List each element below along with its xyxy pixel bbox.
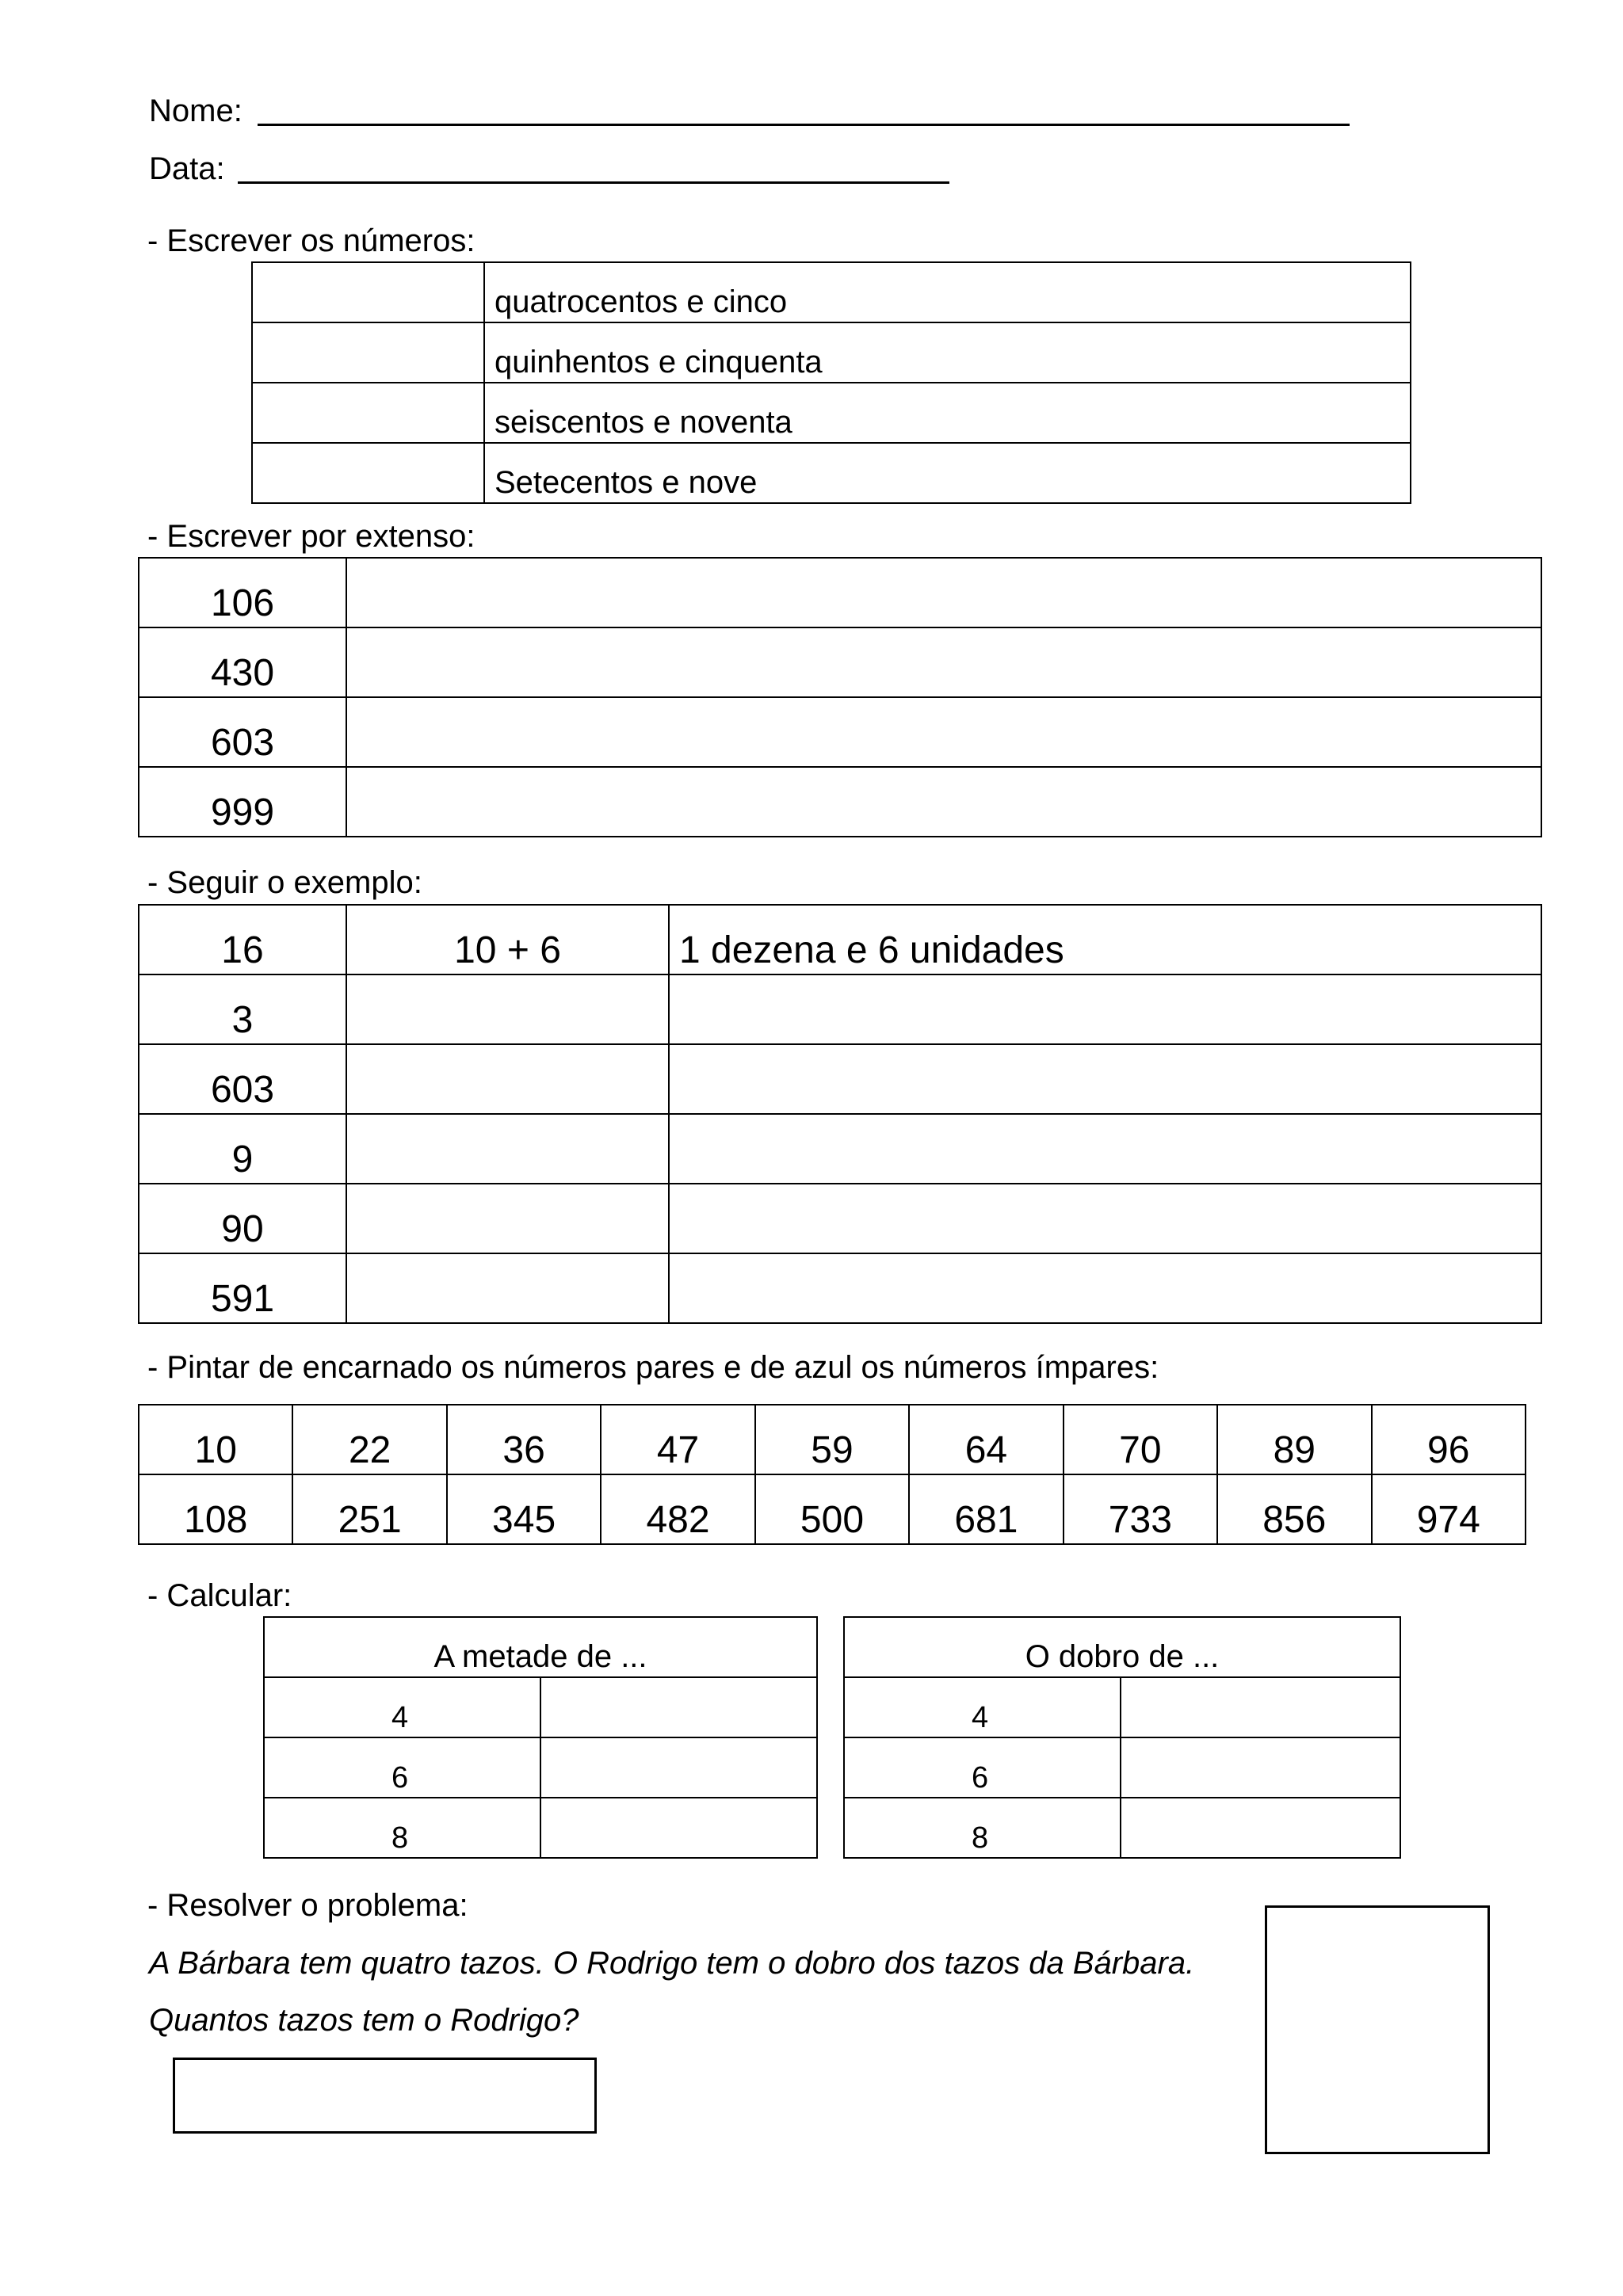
words-answer-cell[interactable] <box>669 1253 1541 1323</box>
table-row <box>139 1044 1541 1114</box>
number-cell[interactable]: 482 <box>601 1474 754 1544</box>
double-table <box>843 1616 1401 1859</box>
number-cell[interactable]: 974 <box>1372 1474 1526 1544</box>
words-answer-cell[interactable] <box>669 1114 1541 1184</box>
number-cell[interactable]: 64 <box>909 1405 1063 1474</box>
table-row <box>139 697 1541 767</box>
words-cell: 1 dezena e 6 unidades <box>669 905 1541 974</box>
write-in-words-table <box>138 557 1542 837</box>
answer-cell[interactable] <box>252 262 484 322</box>
table-row <box>139 767 1541 837</box>
table-row <box>264 1677 817 1737</box>
paint-numbers-table <box>138 1404 1526 1545</box>
follow-example-table <box>138 904 1542 1324</box>
answer-cell[interactable] <box>346 627 1541 697</box>
sum-answer-cell[interactable] <box>346 1114 669 1184</box>
section-paint-numbers-title: - Pintar de encarnado os números pares e de azul os números ímpares: <box>147 1350 1159 1385</box>
answer-cell[interactable] <box>346 697 1541 767</box>
half-table <box>263 1616 818 1859</box>
answer-cell[interactable] <box>1121 1798 1400 1858</box>
half-heading: A metade de ... <box>264 1617 817 1677</box>
problem-text-line-2: Quantos tazos tem o Rodrigo? <box>149 2003 579 2038</box>
number-cell[interactable]: 345 <box>447 1474 601 1544</box>
number-cell[interactable]: 36 <box>447 1405 601 1474</box>
table-row <box>252 322 1411 383</box>
number-cell[interactable]: 500 <box>755 1474 909 1544</box>
answer-cell[interactable] <box>252 322 484 383</box>
section-write-in-words-title: - Escrever por extenso: <box>147 519 475 554</box>
number-words-cell: quatrocentos e cinco <box>484 262 1411 322</box>
table-row <box>139 1253 1541 1323</box>
table-row <box>139 905 1541 974</box>
table-row <box>139 558 1541 627</box>
table-row <box>139 1114 1541 1184</box>
number-cell: 90 <box>139 1184 346 1253</box>
section-problem-title: - Resolver o problema: <box>147 1888 468 1923</box>
words-answer-cell[interactable] <box>669 974 1541 1044</box>
number-cell: 8 <box>264 1798 540 1858</box>
table-row <box>252 383 1411 443</box>
number-cell[interactable]: 733 <box>1064 1474 1217 1544</box>
number-cell[interactable]: 59 <box>755 1405 909 1474</box>
table-row <box>264 1737 817 1798</box>
answer-cell[interactable] <box>1121 1677 1400 1737</box>
answer-cell[interactable] <box>540 1737 817 1798</box>
answer-cell[interactable] <box>1121 1737 1400 1798</box>
number-cell[interactable]: 96 <box>1372 1405 1526 1474</box>
table-row <box>844 1798 1400 1858</box>
answer-cell[interactable] <box>252 383 484 443</box>
table-row <box>139 1184 1541 1253</box>
number-words-cell: Setecentos e nove <box>484 443 1411 503</box>
table-row <box>252 262 1411 322</box>
table-row <box>139 974 1541 1044</box>
number-cell[interactable]: 89 <box>1217 1405 1371 1474</box>
date-field[interactable] <box>238 181 949 184</box>
sum-answer-cell[interactable] <box>346 974 669 1044</box>
name-field[interactable] <box>258 124 1350 126</box>
number-cell[interactable]: 70 <box>1064 1405 1217 1474</box>
number-cell: 4 <box>264 1677 540 1737</box>
table-row <box>844 1737 1400 1798</box>
number-cell[interactable]: 47 <box>601 1405 754 1474</box>
section-write-numbers-title: - Escrever os números: <box>147 223 475 258</box>
number-cell: 603 <box>139 697 346 767</box>
answer-cell[interactable] <box>540 1677 817 1737</box>
number-cell: 603 <box>139 1044 346 1114</box>
sum-answer-cell[interactable] <box>346 1253 669 1323</box>
table-row <box>139 627 1541 697</box>
number-cell: 8 <box>844 1798 1121 1858</box>
sum-cell: 10 + 6 <box>346 905 669 974</box>
table-row <box>844 1677 1400 1737</box>
number-words-cell: seiscentos e noventa <box>484 383 1411 443</box>
answer-cell[interactable] <box>346 558 1541 627</box>
number-cell[interactable]: 681 <box>909 1474 1063 1544</box>
number-cell[interactable]: 22 <box>292 1405 446 1474</box>
calculation-box[interactable] <box>1265 1905 1490 2154</box>
words-answer-cell[interactable] <box>669 1184 1541 1253</box>
problem-text-line-1: A Bárbara tem quatro tazos. O Rodrigo tem o dobro dos tazos da Bárbara. <box>149 1946 1195 1981</box>
section-calculate-title: - Calcular: <box>147 1578 292 1613</box>
number-cell[interactable]: 108 <box>139 1474 292 1544</box>
table-row <box>139 1474 1526 1544</box>
number-cell[interactable]: 856 <box>1217 1474 1371 1544</box>
answer-box[interactable] <box>173 2058 597 2134</box>
number-cell: 6 <box>264 1737 540 1798</box>
number-cell: 430 <box>139 627 346 697</box>
number-cell: 9 <box>139 1114 346 1184</box>
number-cell: 106 <box>139 558 346 627</box>
number-cell: 16 <box>139 905 346 974</box>
name-label: Nome: <box>149 93 242 128</box>
double-heading: O dobro de ... <box>844 1617 1400 1677</box>
number-cell: 3 <box>139 974 346 1044</box>
answer-cell[interactable] <box>252 443 484 503</box>
number-cell: 999 <box>139 767 346 837</box>
table-row <box>139 1405 1526 1474</box>
sum-answer-cell[interactable] <box>346 1044 669 1114</box>
number-cell: 4 <box>844 1677 1121 1737</box>
answer-cell[interactable] <box>346 767 1541 837</box>
table-row <box>264 1617 817 1677</box>
answer-cell[interactable] <box>540 1798 817 1858</box>
words-answer-cell[interactable] <box>669 1044 1541 1114</box>
table-row <box>844 1617 1400 1677</box>
number-cell[interactable]: 10 <box>139 1405 292 1474</box>
number-cell[interactable]: 251 <box>292 1474 446 1544</box>
number-words-cell: quinhentos e cinquenta <box>484 322 1411 383</box>
section-follow-example-title: - Seguir o exemplo: <box>147 865 422 900</box>
write-numbers-table <box>251 261 1411 504</box>
table-row <box>252 443 1411 503</box>
table-row <box>264 1798 817 1858</box>
date-label: Data: <box>149 151 225 186</box>
number-cell: 6 <box>844 1737 1121 1798</box>
number-cell: 591 <box>139 1253 346 1323</box>
sum-answer-cell[interactable] <box>346 1184 669 1253</box>
